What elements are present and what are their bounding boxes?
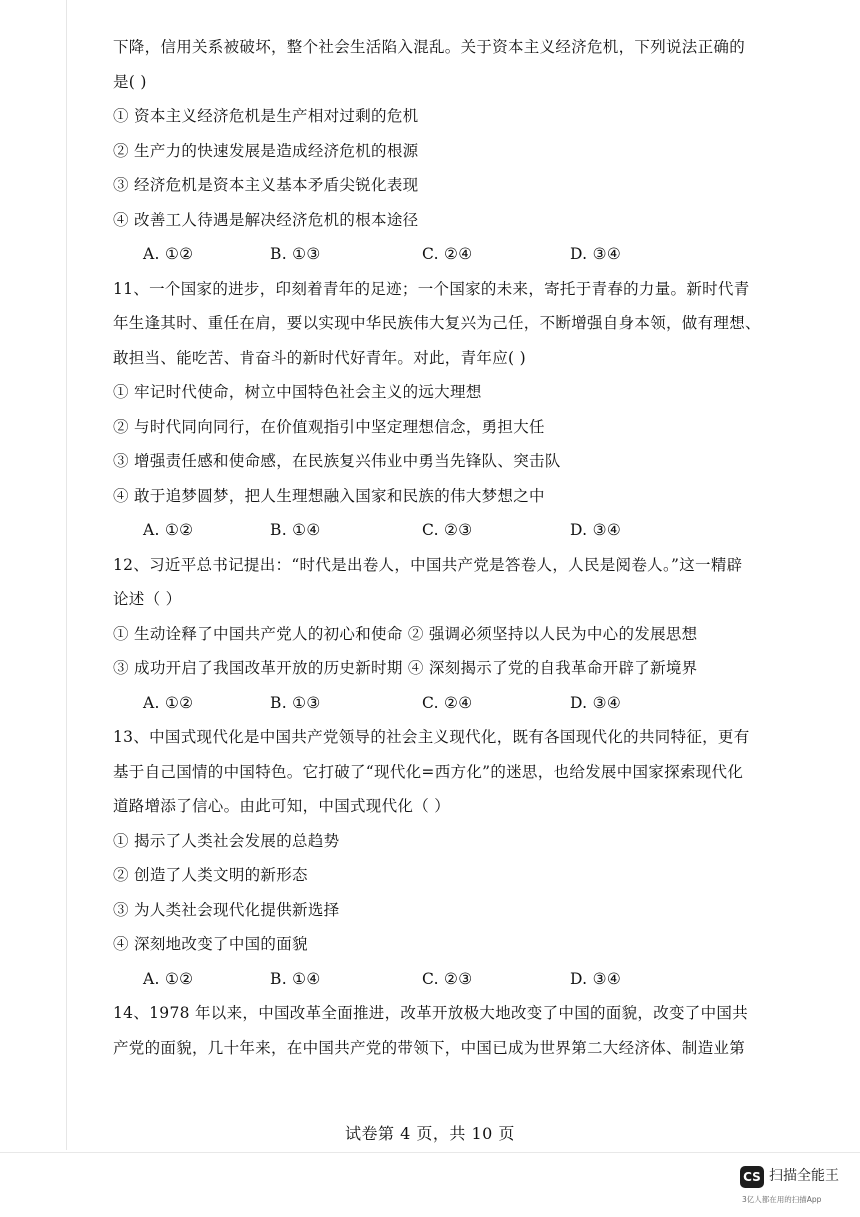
answer-choices: [113, 513, 753, 548]
option-item: ③ 为人类社会现代化提供新选择: [113, 900, 340, 919]
question-11: [113, 272, 761, 548]
scanner-watermark: [740, 1164, 856, 1208]
option-item: ② 与时代同向同行，在价值观指引中坚定理想信念，勇担大任: [113, 417, 545, 436]
option-item: ① 牢记时代使命，树立中国特色社会主义的远大理想: [113, 383, 482, 401]
option-item: ② 生产力的快速发展是造成经济危机的根源: [113, 141, 419, 160]
option-item: ④ 深刻地改变了中国的面貌: [113, 935, 308, 953]
choice-a: A. ①②: [143, 693, 194, 712]
question-stem-line: 11、一个国家的进步，印刻着青年的足迹；一个国家的未来，寄托于青春的力量。新时代青: [113, 279, 750, 298]
question-stem-line: 14、1978 年以来，中国改革全面推进，改革开放极大地改变了中国的面貌，改变了中国共: [113, 1004, 748, 1022]
choice-c: C. ②③: [422, 521, 473, 539]
option-item: ③ 成功开启了我国改革开放的历史新时期 ④ 深刻揭示了党的自我革命开辟了新境界: [113, 659, 698, 677]
choice-a: A. ①②: [143, 521, 194, 539]
choice-d: D. ③④: [570, 969, 622, 988]
choice-b: B. ①④: [270, 969, 321, 988]
question-stem-line: 敢担当、能吃苦、肯奋斗的新时代好青年。对此，青年应( ): [113, 348, 526, 367]
page-footer: 试卷第 4 页，共 10 页: [345, 1124, 515, 1143]
question-stem-line: 是( ): [113, 72, 147, 91]
choice-a: A. ①②: [143, 969, 194, 988]
option-item: ④ 改善工人待遇是解决经济危机的根本途径: [113, 210, 419, 229]
camscanner-logo-icon: CS: [740, 1166, 764, 1188]
question-14: [113, 996, 753, 1065]
question-stem-line: 论述（ ）: [113, 590, 182, 608]
option-item: ③ 增强责任感和使命感，在民族复兴伟业中勇当先锋队、突击队: [113, 452, 561, 470]
choice-b: B. ①③: [270, 693, 321, 712]
choice-b: B. ①③: [270, 245, 321, 263]
question-stem-line: 13、中国式现代化是中国共产党领导的社会主义现代化，既有各国现代化的共同特征，更有: [113, 728, 750, 746]
question-13: [113, 720, 753, 996]
page-edge: [66, 0, 67, 1150]
option-item: ① 揭示了人类社会发展的总趋势: [113, 831, 340, 850]
question-stem-line: 基于自己国情的中国特色。它打破了“现代化=西方化”的迷思，也给发展中国家探索现代化: [113, 762, 744, 781]
choice-a: A. ①②: [143, 245, 194, 263]
choice-b: B. ①④: [270, 521, 321, 539]
answer-choices: [113, 962, 753, 997]
choice-c: C. ②③: [422, 969, 473, 988]
option-item: ① 生动诠释了中国共产党人的初心和使命 ② 强调必须坚持以人民为中心的发展思想: [113, 624, 698, 643]
question-content: [113, 30, 761, 1065]
scan-divider: [0, 1152, 860, 1153]
option-item: ③ 经济危机是资本主义基本矛盾尖锐化表现: [113, 176, 419, 194]
watermark-name: 扫描全能王: [769, 1168, 839, 1184]
choice-d: D. ③④: [570, 693, 622, 712]
question-10: [113, 30, 753, 272]
option-item: ① 资本主义经济危机是生产相对过剩的危机: [113, 107, 419, 125]
question-stem-line: 年生逢其时、重任在肩，要以实现中华民族伟大复兴为己任，不断增强自身本领，做有理想、: [113, 314, 761, 332]
question-stem-line: 12、习近平总书记提出：“时代是出卷人，中国共产党是答卷人，人民是阅卷人。”这一精辟: [113, 555, 743, 574]
question-stem-line: 下降，信用关系被破坏，整个社会生活陷入混乱。关于资本主义经济危机，下列说法正确的: [113, 38, 746, 56]
answer-choices: [113, 686, 753, 721]
choice-c: C. ②④: [422, 245, 473, 263]
option-item: ④ 敢于追梦圆梦，把人生理想融入国家和民族的伟大梦想之中: [113, 486, 545, 505]
watermark-tagline: 3亿人都在用的扫描App: [742, 1195, 822, 1204]
choice-d: D. ③④: [570, 521, 622, 539]
option-item: ② 创造了人类文明的新形态: [113, 866, 308, 884]
choice-d: D. ③④: [570, 245, 622, 263]
question-12: [113, 548, 753, 721]
question-stem-line: 道路增添了信心。由此可知，中国式现代化（ ）: [113, 797, 451, 815]
choice-c: C. ②④: [422, 693, 473, 712]
answer-choices: [113, 237, 753, 272]
question-stem-line: 产党的面貌，几十年来，在中国共产党的带领下，中国已成为世界第二大经济体、制造业第: [113, 1038, 746, 1057]
